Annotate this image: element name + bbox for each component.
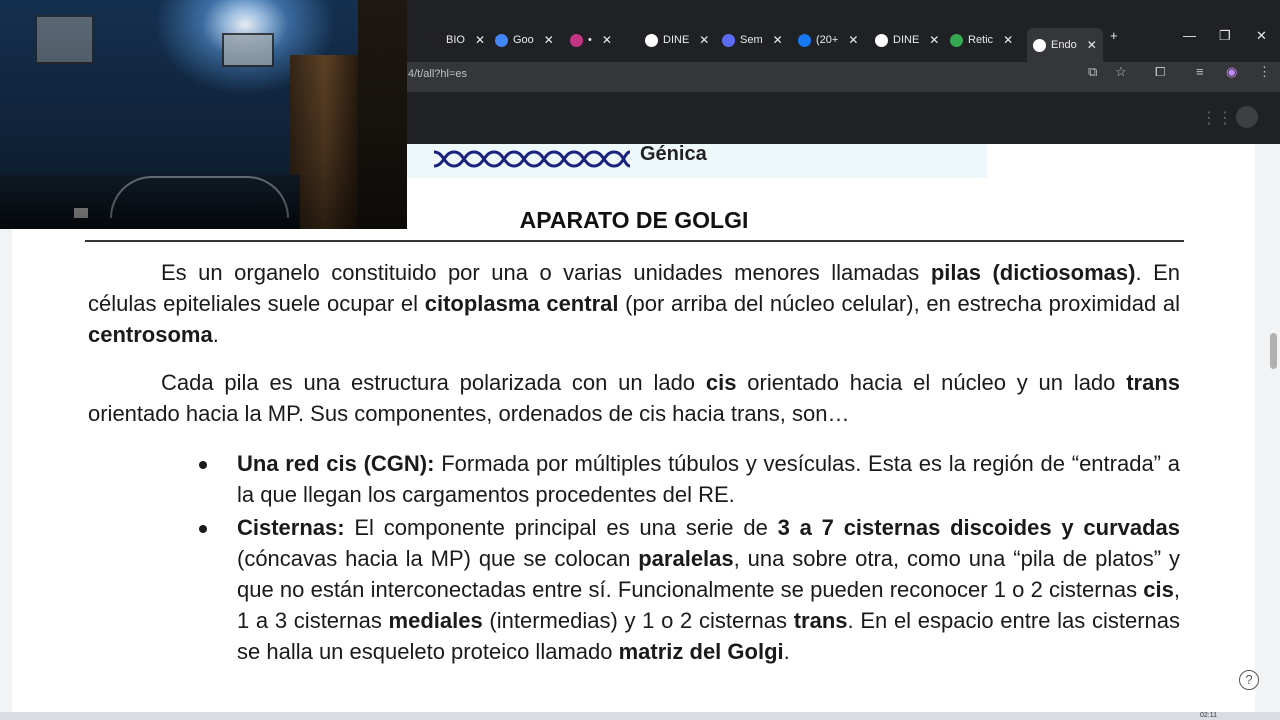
tab-close-icon[interactable]: ✕: [1003, 33, 1014, 47]
bold-text: centrosoma: [88, 322, 213, 347]
browser-tab[interactable]: [950, 30, 1013, 50]
list-item: [197, 512, 1180, 667]
tab-label: DINE: [663, 34, 690, 46]
tab-close-icon[interactable]: ✕: [848, 33, 859, 47]
gemini-star-icon: [495, 34, 508, 47]
text-run: .: [783, 639, 790, 664]
browser-tab[interactable]: [798, 30, 858, 50]
bold-text: citoplasma central: [424, 291, 619, 316]
list-item: [197, 448, 1180, 510]
tab-close-icon[interactable]: ✕: [929, 33, 940, 47]
text-run: (intermedias) y 1 o 2 cisternas: [482, 608, 794, 633]
text-run: (por arriba del núcleo celular), en estrecha proximidad al: [618, 291, 1180, 316]
account-avatar[interactable]: [1236, 106, 1258, 128]
text-run: orientado hacia la MP. Sus componentes, ordenados de cis hacia trans, son…: [88, 401, 850, 426]
extensions-icon[interactable]: ⧠: [1155, 64, 1166, 79]
webcam-overlay: [0, 0, 407, 229]
bookmark-star-icon[interactable]: ☆: [1115, 64, 1127, 79]
url-field[interactable]: 4/t/all?hl=es: [408, 68, 468, 80]
tab-close-icon[interactable]: ✕: [699, 33, 710, 47]
banner-label: Génica: [640, 143, 707, 165]
browser-tab[interactable]: [722, 30, 783, 50]
tab-label: Goo: [513, 34, 534, 46]
paragraph-2-text: [88, 367, 1180, 429]
text-run: Formada por múltiples túbulos y vesículas. Esta es la región de “entrada” a la que llegan los cargamentos procedentes del RE.: [237, 451, 1180, 507]
taskbar: [0, 712, 1280, 720]
tab-label: BIO: [446, 34, 465, 46]
bold-text: cis: [705, 370, 737, 395]
help-button[interactable]: ?: [1239, 670, 1259, 690]
w-icon: [1033, 39, 1046, 52]
tab-label: Endo: [1051, 39, 1077, 51]
bold-text: 3 a 7 cisternas discoides y curvadas: [777, 515, 1181, 540]
tab-label: (20+: [816, 34, 839, 46]
title-divider: [85, 240, 1184, 242]
vertical-scrollbar[interactable]: [1268, 144, 1280, 712]
bold-text: trans: [1126, 370, 1180, 395]
bullet-icon: [199, 461, 207, 469]
list-item-text: [237, 451, 1180, 507]
bold-text: matriz del Golgi: [618, 639, 784, 664]
shadow-gradient: [0, 0, 407, 229]
browser-tab[interactable]: [495, 30, 554, 50]
taskbar-clock: 02:11: [1200, 712, 1217, 719]
bold-text: Cisternas:: [237, 515, 345, 540]
text-run: . En células epiteliales suele ocupar el: [88, 260, 1180, 316]
tab-label: Sem: [740, 34, 763, 46]
bold-text: trans: [793, 608, 848, 633]
paragraph-1: [88, 257, 1180, 350]
paragraph-1-text: [88, 257, 1180, 350]
tab-close-icon[interactable]: ✕: [601, 33, 612, 47]
minimize-button[interactable]: —: [1183, 28, 1196, 43]
bullet-icon: [199, 525, 207, 533]
menu-kebab-icon[interactable]: ⋮: [1258, 64, 1271, 79]
text-run: (cóncavas hacia la MP) que se colocan: [237, 546, 639, 571]
facebook-icon: [798, 34, 811, 47]
component-list: [197, 448, 1180, 669]
scrollbar-thumb[interactable]: [1270, 333, 1277, 369]
browser-tab[interactable]: [645, 30, 709, 50]
wordpress-icon: [722, 34, 735, 47]
tab-label: •: [588, 34, 592, 46]
apps-grid-icon[interactable]: ⋮⋮: [1201, 110, 1233, 127]
tab-label: DINE: [893, 34, 920, 46]
profile-avatar-icon[interactable]: ◉: [1226, 64, 1238, 79]
install-app-icon[interactable]: ⧉: [1088, 64, 1098, 79]
bio-tab-icon: [428, 34, 441, 47]
bold-text: pilas (dictiosomas): [930, 260, 1136, 285]
new-tab-button[interactable]: +: [1110, 28, 1118, 43]
google-icon: [645, 34, 658, 47]
tab-close-icon[interactable]: ✕: [772, 33, 783, 47]
restore-button[interactable]: ❐: [1219, 28, 1231, 43]
text-run: , 1 a 3 cisternas: [237, 577, 1180, 633]
instagram-icon: [570, 34, 583, 47]
text-run: El componente principal es una serie de: [344, 515, 778, 540]
leaf-icon: [950, 34, 963, 47]
browser-tab[interactable]: [1027, 28, 1103, 62]
bold-text: mediales: [388, 608, 483, 633]
tab-close-icon[interactable]: ✕: [474, 33, 486, 47]
list-item-text: [237, 515, 1180, 664]
bold-text: cis: [1143, 577, 1174, 602]
text-run: Cada pila es una estructura polarizada con un lado: [161, 370, 706, 395]
browser-tab[interactable]: [570, 30, 612, 50]
tab-close-icon[interactable]: ✕: [543, 33, 554, 47]
text-run: .: [212, 322, 219, 347]
browser-tab[interactable]: [428, 30, 485, 50]
google-icon: [875, 34, 888, 47]
tab-close-icon[interactable]: ✕: [1086, 38, 1097, 52]
close-window-button[interactable]: ✕: [1256, 28, 1267, 43]
dna-helix-icon: [432, 146, 632, 172]
bold-text: Una red cis (CGN):: [237, 451, 435, 476]
document-title: APARATO DE GOLGI: [519, 207, 749, 233]
browser-tab[interactable]: [875, 30, 939, 50]
reading-list-icon[interactable]: ≡: [1196, 64, 1204, 79]
tab-label: Retic: [968, 34, 994, 46]
text-run: orientado hacia el núcleo y un lado: [736, 370, 1127, 395]
paragraph-2: [88, 367, 1180, 429]
text-run: , una sobre otra, como una “pila de platos” y que no están interconectadas entre sí. Funcionalmente se pueden reconocer 1 o 2 cisternas: [237, 546, 1180, 602]
text-run: Es un organelo constituido por una o varias unidades menores llamadas: [161, 260, 931, 285]
bold-text: paralelas: [638, 546, 734, 571]
text-run: . En el espacio entre las cisternas se halla un esqueleto proteico llamado: [237, 608, 1181, 664]
